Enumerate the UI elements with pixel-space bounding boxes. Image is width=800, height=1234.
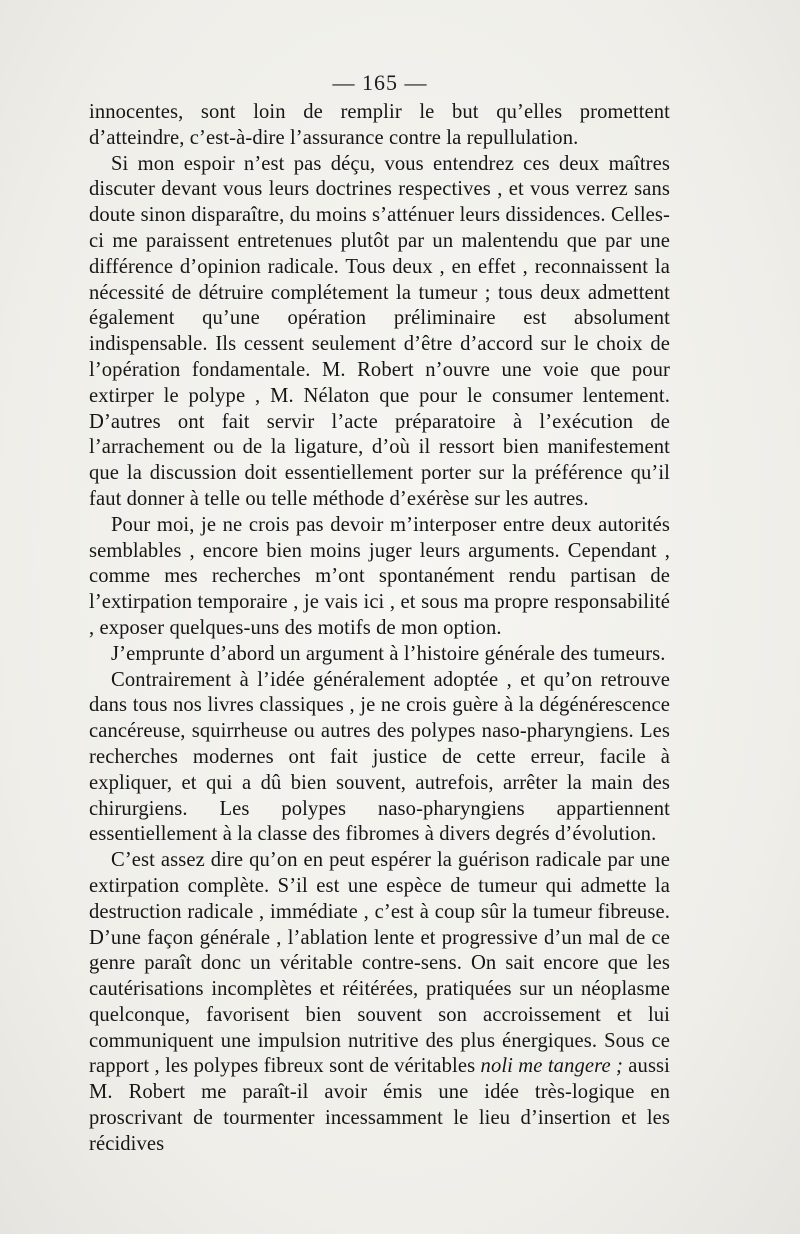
body-text: [89, 100, 670, 1158]
page-number: — 165 —: [332, 70, 428, 95]
paragraph: [89, 152, 670, 513]
paragraph-text: Contrairement à l’idée généralement adoptée , et qu’on retrouve dans tous nos livres classiques , je ne crois guère à la dégénérescence cancéreuse, squirrheuse ou autres des polypes naso-pharyngiens. Les recherches modernes ont fait justice de cette erreur, facile à expliquer, et qui a dû bien souvent, autrefois, arrêter la main des chirurgiens. Les polypes naso-pharyngiens appartiennent essentiellement à la classe des fibromes à divers degrés d’évolution.: [89, 668, 670, 846]
paragraph-text: C’est assez dire qu’on en peut espérer la guérison radicale par une extirpation complète. S’il est une espèce de tumeur qui admette la destruction radicale , immédiate , c’est à coup sûr la tumeur fibreuse. D’une façon générale , l’ablation lente et progressive d’un mal de ce genre paraît donc un véritable contre-sens. On sait encore que les cautérisations incomplètes et réitérées, pratiquées sur un néoplasme quelconque, favorisent bien souvent son accroissement et lui communiquent une impulsion nutritive des plus énergiques. Sous ce rapport , les polypes fibreux sont de véritables: [89, 849, 670, 1078]
paragraph: [89, 100, 670, 152]
paragraph-text: Si mon espoir n’est pas déçu, vous entendrez ces deux maîtres discuter devant vous leurs doctrines respectives , et vous verrez sans doute sinon disparaître, du moins s’atténuer leurs dissidences. Celles-ci me paraissent entretenues plutôt par un malentendu que par une différence d’opinion radicale. Tous deux , en effet , reconnaissent la nécessité de détruire complétement la tumeur ; tous deux admettent également qu’une opération préliminaire est absolument indispensable. Ils cessent seulement d’être d’accord sur le choix de l’opération fondamentale. M. Robert n’ouvre une voie que pour extirper le polype , M. Nélaton que pour le consumer lentement. D’autres ont fait servir l’acte préparatoire à l’exécution de l’arrachement ou de la ligature, d’où il ressort bien manifestement que la discussion doit essentiellement porter sur la préférence qu’il faut donner à telle ou telle méthode d’exérèse sur les autres.: [89, 152, 670, 510]
paragraph-text: Pour moi, je ne crois pas devoir m’interposer entre deux autorités semblables , encore bien moins juger leurs arguments. Cependant , comme mes recherches m’ont spontanément rendu partisan de l’extirpation temporaire , je vais ici , et sous ma propre responsabilité , exposer quelques-uns des motifs de mon option.: [89, 513, 670, 639]
paragraph: [89, 513, 670, 642]
paragraph-text: J’emprunte d’abord un argument à l’histoire générale des tumeurs.: [111, 642, 666, 665]
paragraph: [89, 848, 670, 1158]
paragraph-text: innocentes, sont loin de remplir le but qu’elles promettent d’atteindre, c’est-à-dire l’assurance contre la repullulation.: [89, 101, 670, 149]
paragraph-text: aussi M. Robert me paraît-il avoir émis une idée très-logique en proscrivant de tourmenter incessamment le lieu d’insertion et les récidives: [89, 1055, 670, 1155]
paragraph: [89, 642, 670, 668]
paragraph: [89, 668, 670, 849]
latin-phrase: noli me tangere ;: [480, 1055, 623, 1078]
